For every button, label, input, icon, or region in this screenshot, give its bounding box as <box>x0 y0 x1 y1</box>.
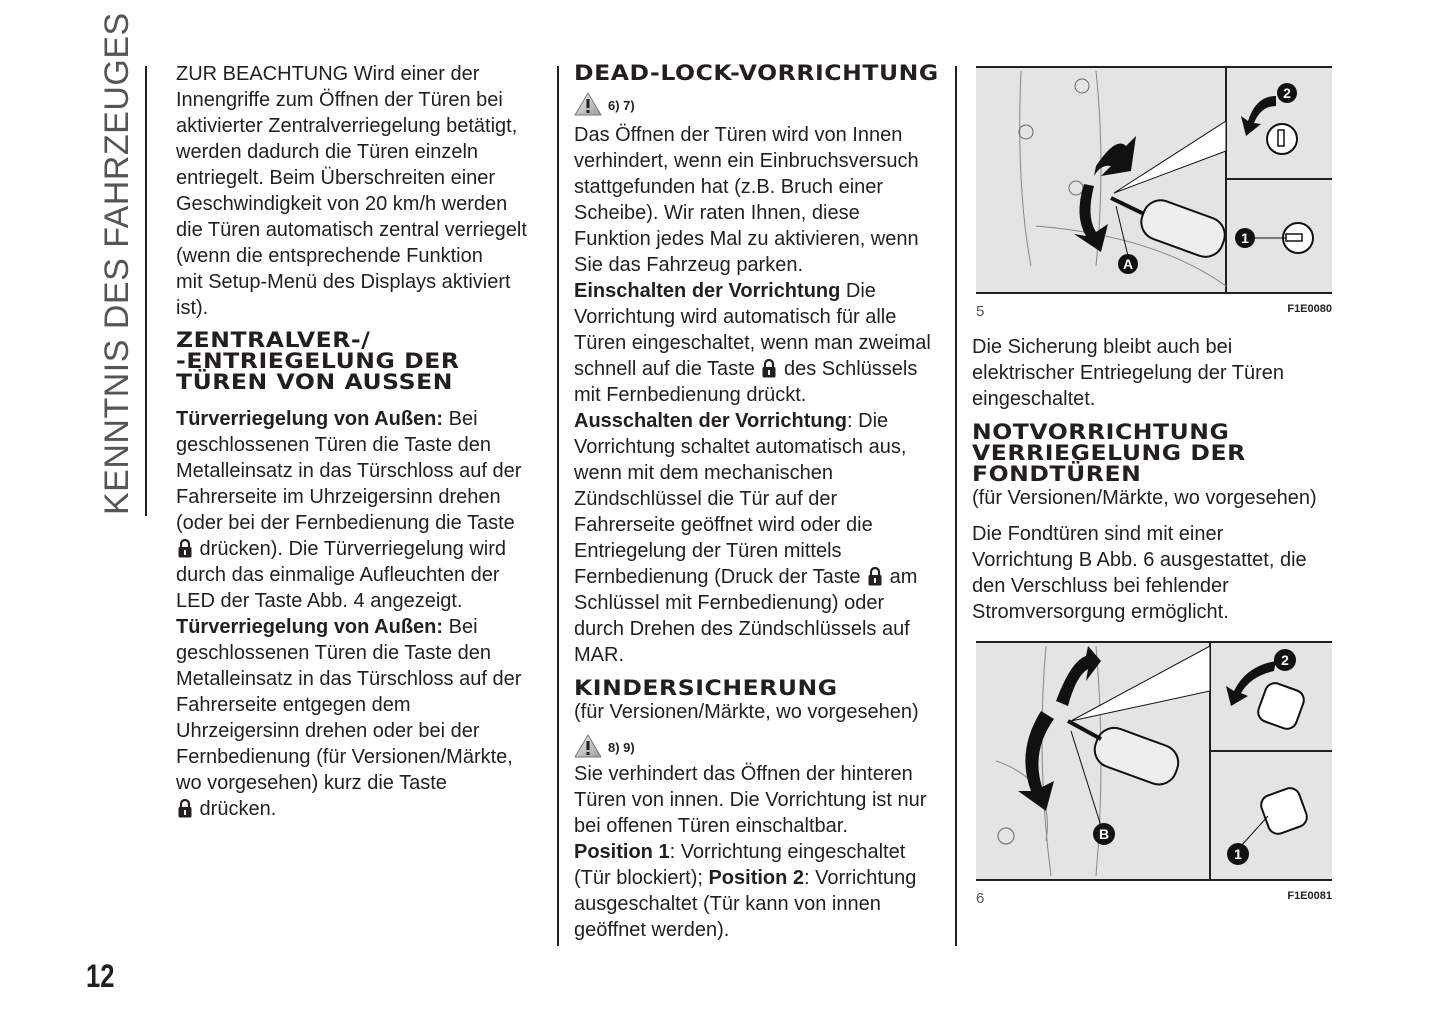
text-run: Fahrerseite geöffnet wird oder die <box>574 514 873 536</box>
text-line <box>972 547 1317 573</box>
text-line <box>574 122 931 148</box>
svg-text:2: 2 <box>1283 85 1291 101</box>
text-line <box>176 484 527 510</box>
text-line <box>176 61 527 87</box>
text-line <box>972 573 1317 599</box>
text-run: (Tür blockiert); <box>574 867 709 889</box>
text-run: Entriegelung der Türen mittels <box>574 540 842 562</box>
paragraph <box>972 485 1317 511</box>
text-line <box>574 917 931 943</box>
text-column-1 <box>176 61 527 822</box>
text-run: (für Versionen/Märkte, wo vorgesehen) <box>574 701 919 723</box>
lock-button-icon <box>762 358 776 378</box>
section-heading <box>176 330 527 393</box>
text-line <box>574 460 931 486</box>
text-line <box>574 200 931 226</box>
text-run: Fernbedienung (für Versionen/Märkte, <box>176 746 513 768</box>
column-divider <box>557 66 559 946</box>
text-line <box>574 356 931 382</box>
text-run: ist). <box>176 297 209 319</box>
svg-text:1: 1 <box>1234 846 1242 862</box>
text-line <box>574 512 931 538</box>
text-run: Die <box>840 280 876 302</box>
bold-term: Position 2 <box>708 867 805 889</box>
figure-5 <box>976 66 1332 320</box>
bold-term: Türverriegelung von Außen: <box>176 408 444 430</box>
text-line <box>574 865 931 891</box>
text-run: ausgeschaltet (Tür kann von innen <box>574 893 881 915</box>
text-line <box>574 813 931 839</box>
text-run: verhindert, wenn ein Einbruchsversuch <box>574 150 919 172</box>
heading-line: KINDERSICHERUNG <box>574 676 838 700</box>
heading-line: ZENTRALVER-/ <box>176 328 371 352</box>
text-line <box>574 382 931 408</box>
text-line <box>176 458 527 484</box>
text-run: Funktion jedes Mal zu aktivieren, wenn <box>574 228 919 250</box>
text-line <box>176 243 527 269</box>
text-run: Geschwindigkeit von 20 km/h werden <box>176 193 508 215</box>
text-run: mit Fernbedienung drückt. <box>574 384 807 406</box>
text-run: MAR. <box>574 644 624 666</box>
text-run: Das Öffnen der Türen wird von Innen <box>574 124 903 146</box>
text-run: eingeschaltet. <box>972 388 1096 410</box>
warning-triangle-icon <box>574 92 602 119</box>
text-run: Türen von innen. Die Vorrichtung ist nur <box>574 789 927 811</box>
text-line <box>574 226 931 252</box>
text-line <box>972 485 1317 511</box>
lock-button-icon <box>178 798 192 818</box>
child-lock-illustration <box>976 641 1332 881</box>
text-run: Fahrerseite entgegen dem <box>176 694 411 716</box>
warning-note-refs: 8) 9) <box>608 739 635 755</box>
paragraph <box>574 699 931 725</box>
bold-term: Position 1 <box>574 841 670 863</box>
text-run: Scheibe). Wir raten Ihnen, diese <box>574 202 860 224</box>
text-run: Metalleinsatz in das Türschloss auf der <box>176 460 522 482</box>
lock-button-icon <box>178 538 192 558</box>
text-run: Fahrerseite im Uhrzeigersinn drehen <box>176 486 501 508</box>
paragraph <box>972 521 1317 625</box>
figure-code: F1E0081 <box>1287 890 1332 902</box>
text-run: (für Versionen/Märkte, wo vorgesehen) <box>972 487 1317 509</box>
text-run: Vorrichtung B Abb. 6 ausgestattet, die <box>972 549 1307 571</box>
text-line <box>574 148 931 174</box>
text-line <box>176 614 527 640</box>
heading-line: VERRIEGELUNG DER <box>972 441 1246 465</box>
column-divider <box>955 66 957 946</box>
paragraph <box>176 406 527 822</box>
warning-reference <box>574 733 931 761</box>
text-run: Schlüssel mit Fernbedienung) oder <box>574 592 885 614</box>
chapter-sidebar-title: KENNTNIS DES FAHRZEUGES <box>98 12 136 515</box>
text-line <box>176 588 527 614</box>
text-line <box>574 699 931 725</box>
text-line <box>176 432 527 458</box>
text-run: Fernbedienung (Druck der Taste <box>574 566 867 588</box>
text-line <box>574 590 931 616</box>
warning-note-refs: 6) 7) <box>608 97 635 113</box>
page-number: 12 <box>86 958 115 994</box>
text-line <box>574 330 931 356</box>
text-column-3 <box>972 334 1317 625</box>
text-run: Vorrichtung wird automatisch für alle <box>574 306 897 328</box>
svg-text:1: 1 <box>1241 230 1249 246</box>
text-line <box>574 891 931 917</box>
text-run: (wenn die entsprechende Funktion <box>176 245 483 267</box>
text-run: am <box>884 566 918 588</box>
text-run: Die Sicherung bleibt auch bei <box>972 336 1233 358</box>
text-line <box>176 217 527 243</box>
bold-term: Einschalten der Vorrichtung <box>574 280 841 302</box>
text-line <box>574 252 931 278</box>
lock-button-icon <box>868 566 882 586</box>
figure-code: F1E0080 <box>1287 303 1332 315</box>
heading-line: NOTVORRICHTUNG <box>972 420 1230 444</box>
text-run: wo vorgesehen) kurz die Taste <box>176 772 447 794</box>
text-run: mit Setup-Menü des Displays aktiviert <box>176 271 511 293</box>
warning-triangle-icon <box>574 734 602 761</box>
text-line <box>176 718 527 744</box>
text-run: Zündschlüssel die Tür auf der <box>574 488 838 510</box>
text-line <box>176 87 527 113</box>
text-line <box>574 564 931 590</box>
text-line <box>972 599 1317 625</box>
text-line <box>176 692 527 718</box>
figure-number: 5 <box>976 303 985 320</box>
text-run: Die Fondtüren sind mit einer <box>972 523 1224 545</box>
svg-text:B: B <box>1098 826 1110 842</box>
sidebar-divider <box>145 66 147 516</box>
text-line <box>176 269 527 295</box>
text-line <box>176 406 527 432</box>
text-run: des Schlüssels <box>778 358 918 380</box>
text-line <box>574 486 931 512</box>
text-run: Sie das Fahrzeug parken. <box>574 254 804 276</box>
text-line <box>176 139 527 165</box>
text-run: entriegelt. Beim Überschreiten einer <box>176 167 496 189</box>
text-line <box>574 174 931 200</box>
text-line <box>574 761 931 787</box>
text-line <box>574 787 931 813</box>
bold-term: Türverriegelung von Außen: <box>176 616 444 638</box>
text-line <box>176 165 527 191</box>
text-run: werden dadurch die Türen einzeln <box>176 141 479 163</box>
text-run: bei offenen Türen einschaltbar. <box>574 815 848 837</box>
text-run: geschlossenen Türen die Taste den <box>176 642 492 664</box>
text-run: Uhrzeigersinn drehen oder bei der <box>176 720 480 742</box>
heading-line: TÜREN VON AUSSEN <box>176 370 453 394</box>
text-run: LED der Taste Abb. 4 angezeigt. <box>176 590 463 612</box>
text-line <box>176 191 527 217</box>
text-run: Bei <box>443 616 478 638</box>
heading-line: DEAD-LOCK-VORRICHTUNG <box>574 61 939 85</box>
paragraph <box>176 61 527 321</box>
text-run: Sie verhindert das Öffnen der hinteren <box>574 763 913 785</box>
text-line <box>176 666 527 692</box>
text-line <box>176 770 527 796</box>
text-run: den Verschluss bei fehlender <box>972 575 1229 597</box>
paragraph <box>574 761 931 943</box>
text-line <box>574 434 931 460</box>
text-line <box>574 538 931 564</box>
text-column-2 <box>574 61 939 943</box>
paragraph <box>972 334 1317 412</box>
text-line <box>176 113 527 139</box>
heading-line: -ENTRIEGELUNG DER <box>176 349 460 373</box>
text-run: Bei <box>443 408 478 430</box>
text-line <box>176 295 527 321</box>
text-run: drücken. <box>194 798 277 820</box>
text-run: Innengriffe zum Öffnen der Türen bei <box>176 89 503 111</box>
text-run: durch Drehen des Zündschlüssels auf <box>574 618 910 640</box>
section-heading <box>574 678 931 699</box>
text-run: (oder bei der Fernbedienung die Taste <box>176 512 515 534</box>
text-line <box>176 796 527 822</box>
paragraph <box>574 122 931 668</box>
text-run: ZUR BEACHTUNG Wird einer der <box>176 63 480 85</box>
text-run: schnell auf die Taste <box>574 358 761 380</box>
text-run: elektrischer Entriegelung der Türen <box>972 362 1285 384</box>
heading-line: FONDTÜREN <box>972 462 1142 486</box>
section-heading <box>972 422 1317 485</box>
text-line <box>972 360 1317 386</box>
text-line <box>176 744 527 770</box>
warning-reference <box>574 91 931 119</box>
text-line <box>972 386 1317 412</box>
text-run: geschlossenen Türen die Taste den <box>176 434 492 456</box>
text-run: die Türen automatisch zentral verriegelt <box>176 219 527 241</box>
text-run: stattgefunden hat (z.B. Bruch einer <box>574 176 884 198</box>
bold-term: Ausschalten der Vorrichtung <box>574 410 848 432</box>
text-run: Metalleinsatz in das Türschloss auf der <box>176 668 522 690</box>
text-line <box>574 304 931 330</box>
text-line <box>972 521 1317 547</box>
text-run: Vorrichtung schaltet automatisch aus, <box>574 436 907 458</box>
text-line <box>574 408 931 434</box>
text-run: : Vorrichtung eingeschaltet <box>669 841 906 863</box>
text-line <box>176 562 527 588</box>
text-run: Türen eingeschaltet, wenn man zweimal <box>574 332 931 354</box>
text-line <box>574 642 931 668</box>
key-door-lock-illustration <box>976 66 1332 294</box>
text-run: : Vorrichtung <box>804 867 917 889</box>
section-heading <box>574 61 939 85</box>
text-line <box>972 334 1317 360</box>
text-run: : Die <box>847 410 889 432</box>
figure-6 <box>976 641 1332 907</box>
text-run: durch das einmalige Aufleuchten der <box>176 564 500 586</box>
svg-text:2: 2 <box>1281 652 1289 668</box>
text-run: aktivierter Zentralverriegelung betätigt, <box>176 115 518 137</box>
text-line <box>574 616 931 642</box>
text-line <box>176 510 527 536</box>
text-run: Stromversorgung ermöglicht. <box>972 601 1229 623</box>
svg-text:A: A <box>1122 256 1134 272</box>
text-line <box>574 278 931 304</box>
figure-number: 6 <box>976 890 985 907</box>
text-run: wenn mit dem mechanischen <box>574 462 834 484</box>
text-run: geöffnet werden). <box>574 919 730 941</box>
text-run: drücken). Die Türverriegelung wird <box>194 538 506 560</box>
text-line <box>574 839 931 865</box>
text-line <box>176 536 527 562</box>
text-line <box>176 640 527 666</box>
